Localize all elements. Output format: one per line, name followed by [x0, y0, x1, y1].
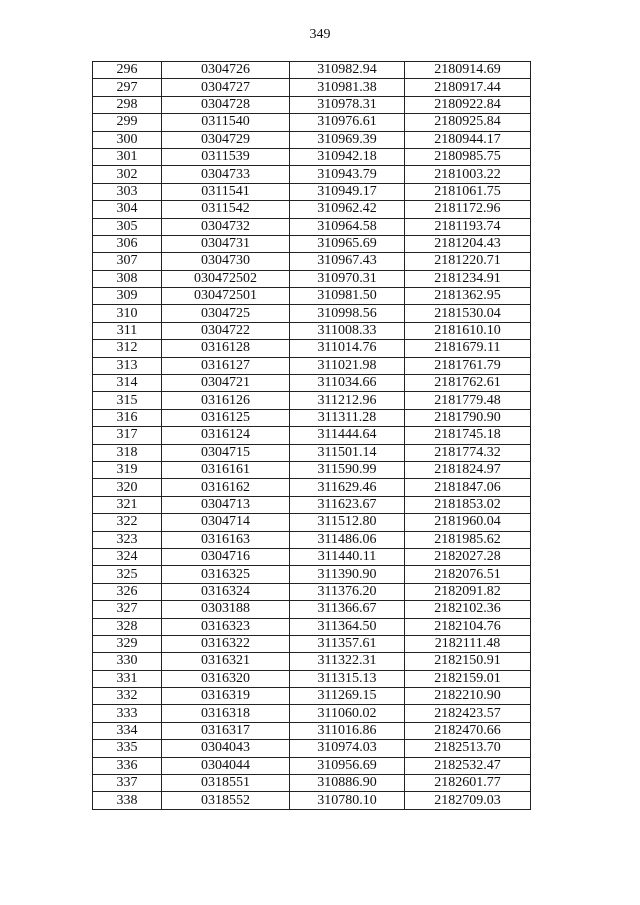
row-number-cell: 334	[93, 722, 162, 739]
y-coordinate-cell: 2182210.90	[405, 688, 531, 705]
point-id-cell: 0311542	[162, 201, 290, 218]
x-coordinate-cell: 310886.90	[290, 775, 405, 792]
x-coordinate-cell: 310780.10	[290, 792, 405, 809]
x-coordinate-cell: 311016.86	[290, 722, 405, 739]
y-coordinate-cell: 2182513.70	[405, 740, 531, 757]
table-row	[93, 201, 531, 218]
x-coordinate-cell: 311034.66	[290, 375, 405, 392]
y-coordinate-cell: 2182104.76	[405, 618, 531, 635]
table-row	[93, 670, 531, 687]
point-id-cell: 0316161	[162, 461, 290, 478]
x-coordinate-cell: 311357.61	[290, 635, 405, 652]
table-row	[93, 635, 531, 652]
point-id-cell: 0316126	[162, 392, 290, 409]
y-coordinate-cell: 2181960.04	[405, 514, 531, 531]
y-coordinate-cell: 2180914.69	[405, 62, 531, 79]
table-row	[93, 618, 531, 635]
point-id-cell: 0318552	[162, 792, 290, 809]
table-row	[93, 601, 531, 618]
y-coordinate-cell: 2180925.84	[405, 114, 531, 131]
x-coordinate-cell: 310956.69	[290, 757, 405, 774]
point-id-cell: 0304732	[162, 218, 290, 235]
y-coordinate-cell: 2181761.79	[405, 357, 531, 374]
table-row	[93, 479, 531, 496]
point-id-cell: 0316325	[162, 566, 290, 583]
y-coordinate-cell: 2181779.48	[405, 392, 531, 409]
row-number-cell: 311	[93, 322, 162, 339]
x-coordinate-cell: 311366.67	[290, 601, 405, 618]
x-coordinate-cell: 311629.46	[290, 479, 405, 496]
point-id-cell: 0304728	[162, 96, 290, 113]
x-coordinate-cell: 310965.69	[290, 235, 405, 252]
y-coordinate-cell: 2181985.62	[405, 531, 531, 548]
row-number-cell: 320	[93, 479, 162, 496]
row-number-cell: 317	[93, 427, 162, 444]
x-coordinate-cell: 311364.50	[290, 618, 405, 635]
row-number-cell: 296	[93, 62, 162, 79]
row-number-cell: 327	[93, 601, 162, 618]
point-id-cell: 0316125	[162, 409, 290, 426]
row-number-cell: 297	[93, 79, 162, 96]
row-number-cell: 309	[93, 288, 162, 305]
point-id-cell: 0303188	[162, 601, 290, 618]
row-number-cell: 326	[93, 583, 162, 600]
table-row	[93, 322, 531, 339]
table-row	[93, 253, 531, 270]
row-number-cell: 325	[93, 566, 162, 583]
row-number-cell: 329	[93, 635, 162, 652]
y-coordinate-cell: 2182091.82	[405, 583, 531, 600]
point-id-cell: 0318551	[162, 775, 290, 792]
x-coordinate-cell: 311212.96	[290, 392, 405, 409]
y-coordinate-cell: 2180985.75	[405, 148, 531, 165]
x-coordinate-cell: 311322.31	[290, 653, 405, 670]
point-id-cell: 0304716	[162, 548, 290, 565]
point-id-cell: 0304733	[162, 166, 290, 183]
point-id-cell: 0316322	[162, 635, 290, 652]
table-row	[93, 79, 531, 96]
point-id-cell: 0304044	[162, 757, 290, 774]
y-coordinate-cell: 2182076.51	[405, 566, 531, 583]
x-coordinate-cell: 311376.20	[290, 583, 405, 600]
point-id-cell: 0304721	[162, 375, 290, 392]
x-coordinate-cell: 311486.06	[290, 531, 405, 548]
y-coordinate-cell: 2182601.77	[405, 775, 531, 792]
row-number-cell: 312	[93, 340, 162, 357]
y-coordinate-cell: 2180917.44	[405, 79, 531, 96]
point-id-cell: 0316318	[162, 705, 290, 722]
table-row	[93, 375, 531, 392]
x-coordinate-cell: 310949.17	[290, 183, 405, 200]
table-row	[93, 531, 531, 548]
table-row	[93, 496, 531, 513]
table-row	[93, 722, 531, 739]
x-coordinate-cell: 311501.14	[290, 444, 405, 461]
y-coordinate-cell: 2180944.17	[405, 131, 531, 148]
x-coordinate-cell: 310978.31	[290, 96, 405, 113]
y-coordinate-cell: 2181847.06	[405, 479, 531, 496]
point-id-cell: 0316321	[162, 653, 290, 670]
x-coordinate-cell: 311512.80	[290, 514, 405, 531]
y-coordinate-cell: 2182111.48	[405, 635, 531, 652]
row-number-cell: 337	[93, 775, 162, 792]
row-number-cell: 313	[93, 357, 162, 374]
row-number-cell: 328	[93, 618, 162, 635]
y-coordinate-cell: 2181204.43	[405, 235, 531, 252]
y-coordinate-cell: 2180922.84	[405, 96, 531, 113]
row-number-cell: 322	[93, 514, 162, 531]
table-row	[93, 705, 531, 722]
y-coordinate-cell: 2182423.57	[405, 705, 531, 722]
x-coordinate-cell: 310974.03	[290, 740, 405, 757]
table-row	[93, 235, 531, 252]
table-row	[93, 114, 531, 131]
row-number-cell: 336	[93, 757, 162, 774]
point-id-cell: 0311541	[162, 183, 290, 200]
point-id-cell: 0316323	[162, 618, 290, 635]
table-row	[93, 548, 531, 565]
table-row	[93, 131, 531, 148]
y-coordinate-cell: 2182102.36	[405, 601, 531, 618]
point-id-cell: 030472501	[162, 288, 290, 305]
row-number-cell: 319	[93, 461, 162, 478]
table-row	[93, 96, 531, 113]
table-row	[93, 218, 531, 235]
x-coordinate-cell: 310981.50	[290, 288, 405, 305]
point-id-cell: 0304043	[162, 740, 290, 757]
row-number-cell: 316	[93, 409, 162, 426]
table-row	[93, 409, 531, 426]
row-number-cell: 301	[93, 148, 162, 165]
y-coordinate-cell: 2181853.02	[405, 496, 531, 513]
x-coordinate-cell: 311014.76	[290, 340, 405, 357]
x-coordinate-cell: 311440.11	[290, 548, 405, 565]
y-coordinate-cell: 2181762.61	[405, 375, 531, 392]
point-id-cell: 0304713	[162, 496, 290, 513]
point-id-cell: 0316324	[162, 583, 290, 600]
point-id-cell: 0316127	[162, 357, 290, 374]
row-number-cell: 299	[93, 114, 162, 131]
point-id-cell: 0304731	[162, 235, 290, 252]
x-coordinate-cell: 310964.58	[290, 218, 405, 235]
row-number-cell: 321	[93, 496, 162, 513]
row-number-cell: 310	[93, 305, 162, 322]
table-row	[93, 166, 531, 183]
point-id-cell: 0304726	[162, 62, 290, 79]
table-row	[93, 566, 531, 583]
y-coordinate-cell: 2182532.47	[405, 757, 531, 774]
x-coordinate-cell: 310976.61	[290, 114, 405, 131]
row-number-cell: 303	[93, 183, 162, 200]
x-coordinate-cell: 310982.94	[290, 62, 405, 79]
table-row	[93, 775, 531, 792]
table-row	[93, 392, 531, 409]
point-id-cell: 0304727	[162, 79, 290, 96]
point-id-cell: 0304714	[162, 514, 290, 531]
row-number-cell: 338	[93, 792, 162, 809]
x-coordinate-cell: 310970.31	[290, 270, 405, 287]
x-coordinate-cell: 310942.18	[290, 148, 405, 165]
y-coordinate-cell: 2181234.91	[405, 270, 531, 287]
x-coordinate-cell: 310981.38	[290, 79, 405, 96]
row-number-cell: 314	[93, 375, 162, 392]
table-row	[93, 583, 531, 600]
y-coordinate-cell: 2181790.90	[405, 409, 531, 426]
page-number: 349	[309, 27, 331, 42]
x-coordinate-cell: 311623.67	[290, 496, 405, 513]
table-row	[93, 148, 531, 165]
y-coordinate-cell: 2182027.28	[405, 548, 531, 565]
point-id-cell: 0304725	[162, 305, 290, 322]
table-row	[93, 653, 531, 670]
y-coordinate-cell: 2181193.74	[405, 218, 531, 235]
y-coordinate-cell: 2181362.95	[405, 288, 531, 305]
y-coordinate-cell: 2181610.10	[405, 322, 531, 339]
point-id-cell: 0316317	[162, 722, 290, 739]
row-number-cell: 304	[93, 201, 162, 218]
table-row	[93, 514, 531, 531]
x-coordinate-cell: 311444.64	[290, 427, 405, 444]
row-number-cell: 333	[93, 705, 162, 722]
x-coordinate-cell: 311590.99	[290, 461, 405, 478]
x-coordinate-cell: 311315.13	[290, 670, 405, 687]
table-row	[93, 461, 531, 478]
row-number-cell: 315	[93, 392, 162, 409]
table-row	[93, 757, 531, 774]
y-coordinate-cell: 2182150.91	[405, 653, 531, 670]
y-coordinate-cell: 2181679.11	[405, 340, 531, 357]
y-coordinate-cell: 2181745.18	[405, 427, 531, 444]
table-row	[93, 62, 531, 79]
y-coordinate-cell: 2182709.03	[405, 792, 531, 809]
point-id-cell: 0316124	[162, 427, 290, 444]
row-number-cell: 302	[93, 166, 162, 183]
x-coordinate-cell: 311060.02	[290, 705, 405, 722]
table-row	[93, 270, 531, 287]
point-id-cell: 030472502	[162, 270, 290, 287]
point-id-cell: 0316163	[162, 531, 290, 548]
row-number-cell: 300	[93, 131, 162, 148]
y-coordinate-cell: 2181172.96	[405, 201, 531, 218]
table-row	[93, 305, 531, 322]
x-coordinate-cell: 311008.33	[290, 322, 405, 339]
point-id-cell: 0316128	[162, 340, 290, 357]
y-coordinate-cell: 2182470.66	[405, 722, 531, 739]
row-number-cell: 335	[93, 740, 162, 757]
row-number-cell: 308	[93, 270, 162, 287]
y-coordinate-cell: 2181774.32	[405, 444, 531, 461]
row-number-cell: 331	[93, 670, 162, 687]
y-coordinate-cell: 2181061.75	[405, 183, 531, 200]
row-number-cell: 332	[93, 688, 162, 705]
row-number-cell: 323	[93, 531, 162, 548]
row-number-cell: 324	[93, 548, 162, 565]
point-id-cell: 0304715	[162, 444, 290, 461]
y-coordinate-cell: 2181003.22	[405, 166, 531, 183]
row-number-cell: 318	[93, 444, 162, 461]
x-coordinate-cell: 310967.43	[290, 253, 405, 270]
x-coordinate-cell: 310969.39	[290, 131, 405, 148]
point-id-cell: 0304729	[162, 131, 290, 148]
x-coordinate-cell: 311390.90	[290, 566, 405, 583]
point-id-cell: 0311539	[162, 148, 290, 165]
row-number-cell: 305	[93, 218, 162, 235]
x-coordinate-cell: 310962.42	[290, 201, 405, 218]
table-row	[93, 427, 531, 444]
table-row	[93, 688, 531, 705]
x-coordinate-cell: 311311.28	[290, 409, 405, 426]
table-row	[93, 357, 531, 374]
y-coordinate-cell: 2181530.04	[405, 305, 531, 322]
row-number-cell: 298	[93, 96, 162, 113]
y-coordinate-cell: 2182159.01	[405, 670, 531, 687]
row-number-cell: 330	[93, 653, 162, 670]
table-row	[93, 740, 531, 757]
y-coordinate-cell: 2181824.97	[405, 461, 531, 478]
y-coordinate-cell: 2181220.71	[405, 253, 531, 270]
x-coordinate-cell: 310943.79	[290, 166, 405, 183]
table-row	[93, 288, 531, 305]
table-row	[93, 183, 531, 200]
point-id-cell: 0316162	[162, 479, 290, 496]
point-id-cell: 0304722	[162, 322, 290, 339]
row-number-cell: 306	[93, 235, 162, 252]
coordinates-table	[92, 61, 531, 810]
x-coordinate-cell: 311021.98	[290, 357, 405, 374]
row-number-cell: 307	[93, 253, 162, 270]
point-id-cell: 0311540	[162, 114, 290, 131]
table-row	[93, 340, 531, 357]
point-id-cell: 0304730	[162, 253, 290, 270]
coordinates-table-body	[93, 62, 531, 810]
x-coordinate-cell: 310998.56	[290, 305, 405, 322]
table-row	[93, 444, 531, 461]
point-id-cell: 0316319	[162, 688, 290, 705]
point-id-cell: 0316320	[162, 670, 290, 687]
x-coordinate-cell: 311269.15	[290, 688, 405, 705]
table-row	[93, 792, 531, 809]
